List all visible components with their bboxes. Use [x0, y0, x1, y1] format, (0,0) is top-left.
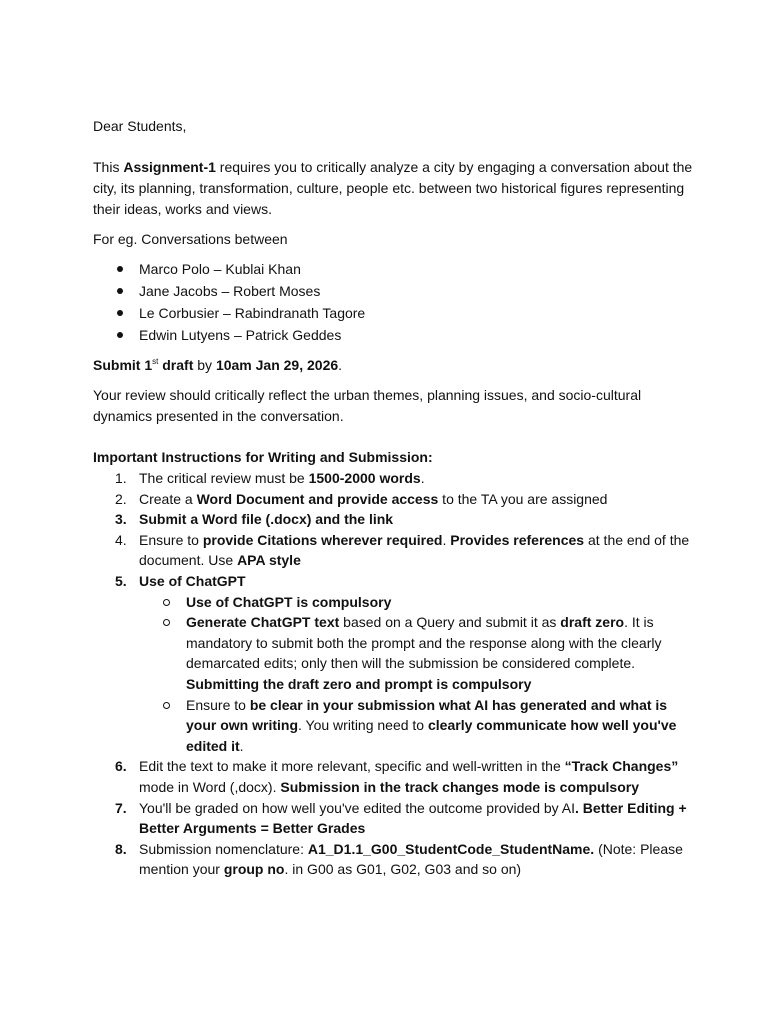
- text: (Note: Please mention your: [139, 840, 683, 878]
- bold-text: Submitting the draft zero and prompt is compulsory: [186, 675, 532, 692]
- instructions-list: [93, 468, 693, 880]
- list-item: Marco Polo – Kublai Khan: [93, 258, 693, 280]
- bold-text: Use of ChatGPT is compulsory: [186, 593, 392, 610]
- bold-text: provide Citations wherever required: [202, 531, 443, 548]
- instruction-item: [93, 509, 693, 530]
- instruction-number: 7.: [115, 799, 127, 816]
- instruction-number: 2.: [115, 490, 127, 507]
- deadline-sup: st: [152, 357, 159, 366]
- list-item: Jane Jacobs – Robert Moses: [93, 280, 693, 302]
- bold-text: Use of ChatGPT: [139, 572, 246, 589]
- intro-paragraph: [93, 157, 693, 220]
- bold-text: group no: [223, 861, 285, 878]
- deadline-end: .: [338, 357, 343, 373]
- text: . You writing need to: [298, 717, 428, 734]
- instructions-heading: [93, 447, 693, 468]
- instruction-item: [93, 468, 693, 489]
- instruction-subitem: [139, 695, 693, 757]
- text: based on a Query and submit it as: [339, 614, 561, 631]
- instruction-number: 8.: [115, 840, 127, 857]
- document-body: [93, 116, 693, 880]
- bold-text: be clear in your submission what AI has generated and what is your own writing: [186, 696, 668, 734]
- text: The critical review must be: [139, 470, 309, 486]
- instruction-number: 5.: [115, 572, 127, 589]
- bold-text: Submit a Word file (.docx) and the link: [139, 511, 394, 528]
- instruction-subitem: [139, 592, 693, 613]
- deadline-draft: draft: [158, 357, 194, 373]
- instruction-item: [93, 839, 693, 880]
- instructions-heading-text: Important Instructions for Writing and Submission:: [93, 449, 433, 465]
- instruction-item: [93, 756, 693, 797]
- greeting: Dear Students,: [93, 118, 187, 134]
- bold-text: A1_D1.1_G00_StudentCode_StudentName.: [307, 840, 595, 857]
- list-item: Edwin Lutyens – Patrick Geddes: [93, 324, 693, 346]
- instruction-number: 4.: [115, 531, 127, 548]
- bold-text: draft zero: [560, 614, 625, 631]
- bold-text: clearly communicate how well you've edited it: [186, 717, 677, 754]
- text: You'll be graded on how well you've edited the outcome provided by AI: [139, 799, 576, 816]
- text: . in G00 as G01, G02, G03 and so on): [284, 861, 522, 878]
- text: . It is mandatory to submit both the prompt and the response along with the clearly demarcated edits; only then will the submission be considered complete.: [186, 614, 662, 672]
- instruction-item: [93, 571, 693, 756]
- text: at the end of the document. Use: [139, 531, 690, 569]
- instruction-number: 3.: [115, 511, 127, 528]
- text: .: [420, 470, 425, 486]
- examples-intro: For eg. Conversations between: [93, 231, 288, 247]
- bold-text: 1500-2000 words: [308, 470, 421, 486]
- bold-text: “Track Changes”: [564, 758, 679, 775]
- deadline: [93, 355, 693, 376]
- assignment-name: Assignment-1: [123, 159, 216, 175]
- text: mode in Word (,docx).: [139, 778, 281, 795]
- bold-text: Generate ChatGPT text: [186, 614, 340, 631]
- instruction-number: 6.: [115, 758, 127, 775]
- text: Edit the text to make it more relevant, specific and well-written in the: [139, 758, 565, 775]
- instruction-sublist: [139, 592, 693, 757]
- text: Ensure to: [139, 531, 203, 548]
- instruction-item: [93, 798, 693, 839]
- instruction-number: 1.: [115, 470, 127, 486]
- instruction-item: [93, 530, 693, 571]
- bold-text: Word Document and provide access: [196, 490, 439, 507]
- text: Ensure to: [186, 696, 250, 713]
- examples-list: [93, 258, 693, 346]
- text: Submission nomenclature:: [139, 840, 308, 857]
- intro-before: This: [93, 159, 124, 175]
- list-item: Le Corbusier – Rabindranath Tagore: [93, 302, 693, 324]
- deadline-date: 10am Jan 29, 2026: [215, 357, 339, 373]
- text: Create a: [139, 490, 197, 507]
- bold-text: . Better Editing + Better Arguments = Better Grades: [139, 799, 687, 837]
- deadline-by: by: [193, 357, 216, 373]
- bold-text: APA style: [237, 552, 301, 569]
- instruction-subitem: [139, 612, 693, 694]
- deadline-submit: Submit 1: [93, 357, 153, 373]
- text: .: [239, 737, 244, 754]
- text: .: [442, 531, 451, 548]
- text: to the TA you are assigned: [438, 490, 608, 507]
- instruction-item: [93, 489, 693, 510]
- bold-text: Submission in the track changes mode is compulsory: [280, 778, 640, 795]
- review-paragraph: Your review should critically reflect the urban themes, planning issues, and socio-cultural dynamics presented in the conversation.: [93, 387, 642, 424]
- intro-after: requires you to critically analyze a city by engaging a conversation about the city, its planning, transformation, culture, people etc. between two historical figures representing their ideas, works and views.: [93, 159, 693, 217]
- bold-text: Provides references: [450, 531, 585, 548]
